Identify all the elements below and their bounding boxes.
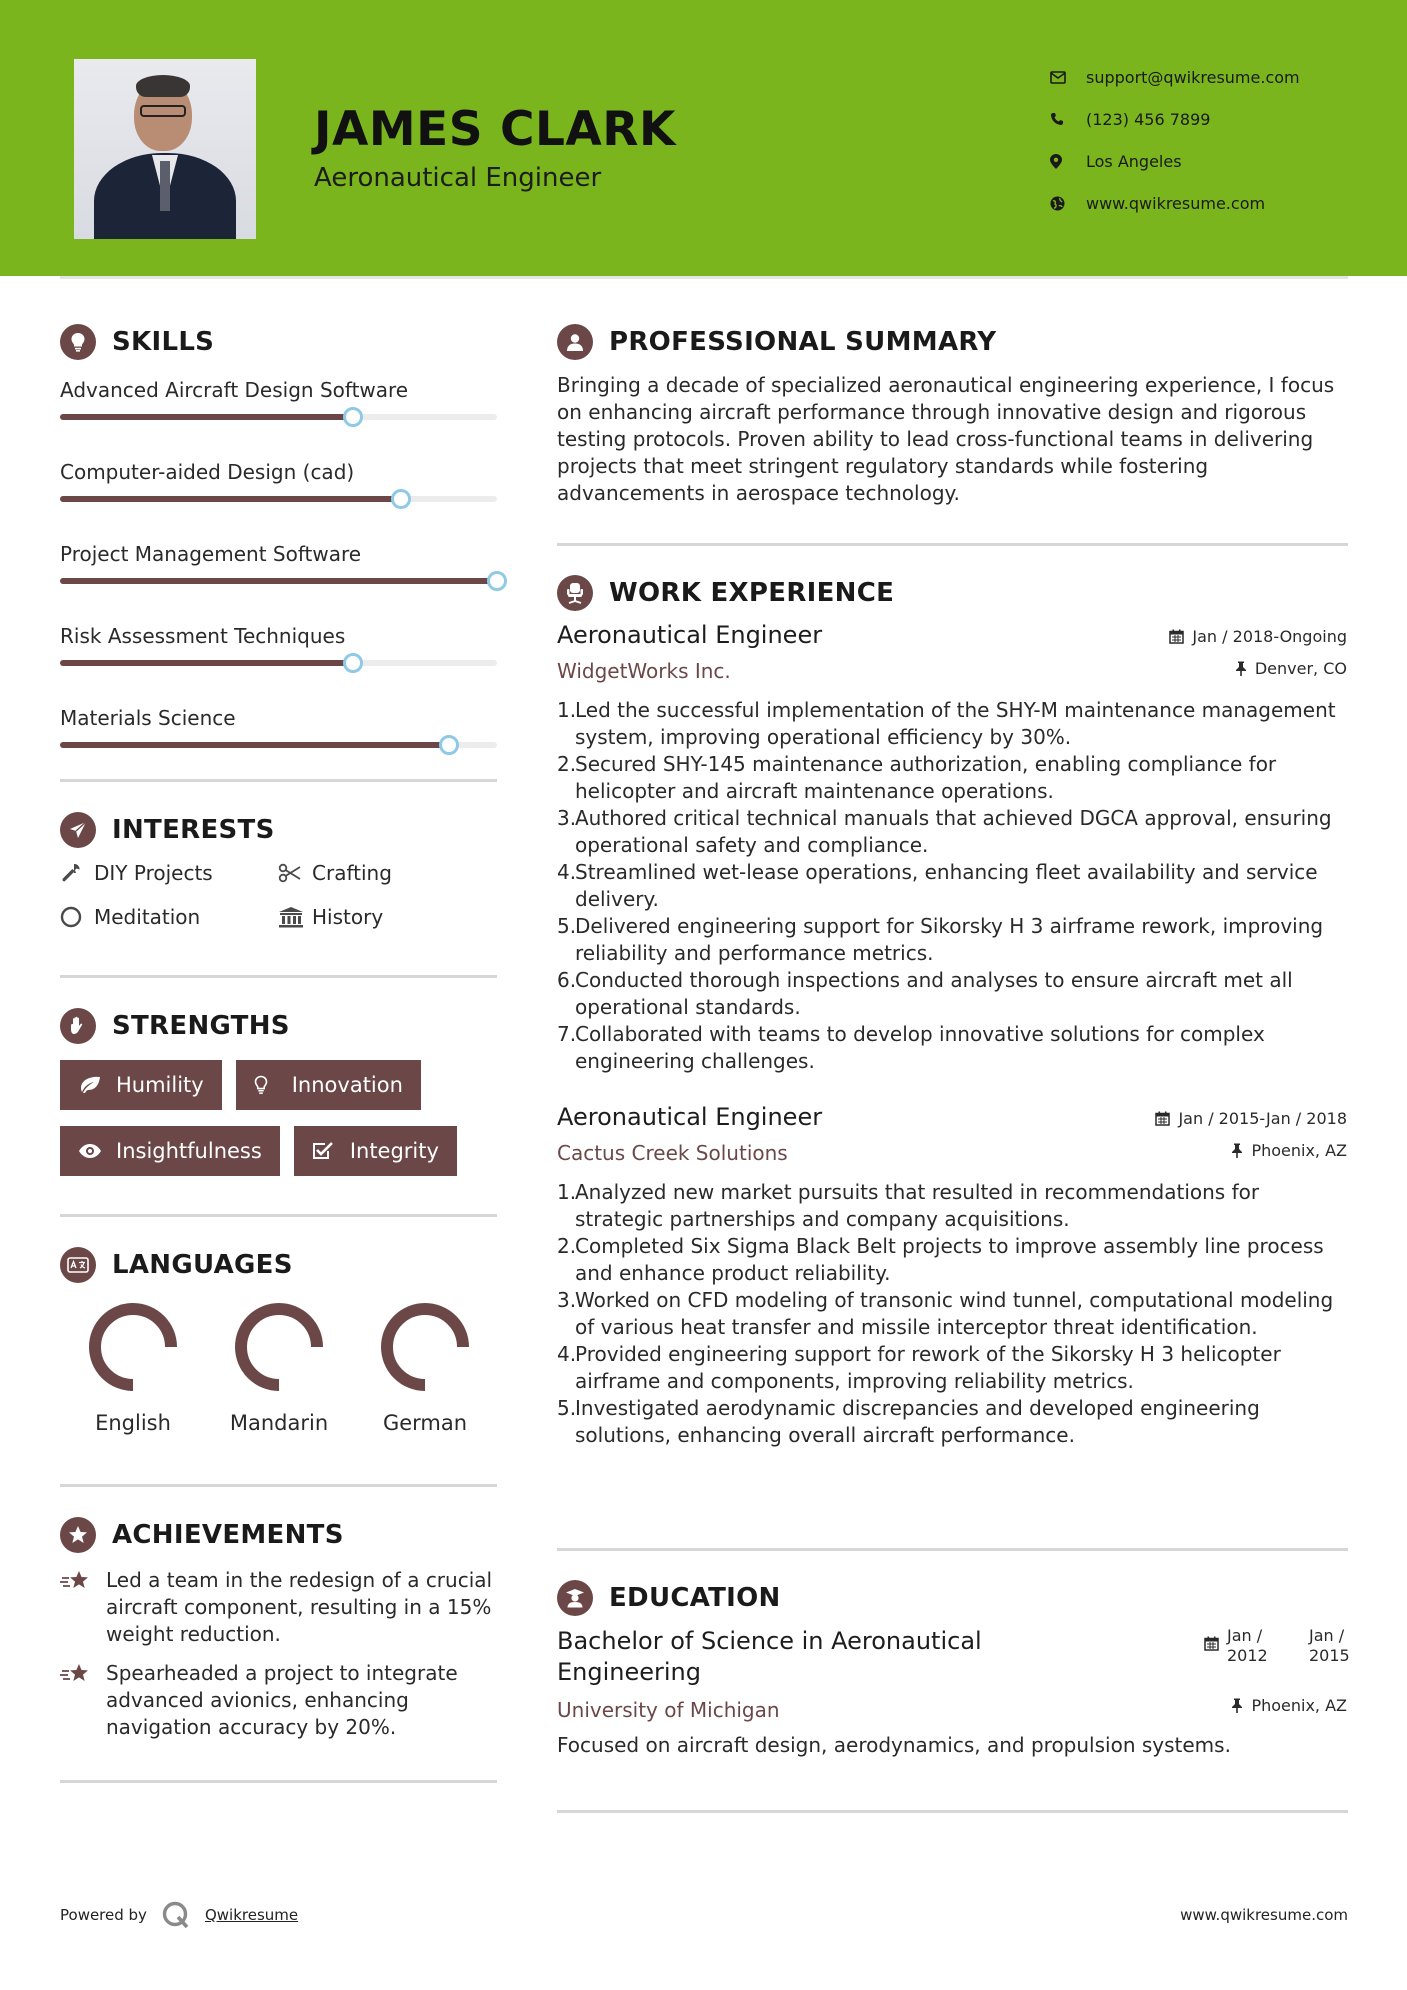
contact-email-text: support@qwikresume.com: [1086, 67, 1300, 87]
education-start: Jan / 2012: [1227, 1626, 1268, 1665]
school-name: University of Michigan: [557, 1698, 780, 1722]
language-ring: [87, 1301, 179, 1393]
strength-tag: [236, 1060, 421, 1110]
interest-label: Meditation: [94, 905, 201, 929]
wrench-icon: [60, 862, 94, 884]
language-label: German: [382, 1411, 468, 1435]
languages-title: LANGUAGES: [112, 1250, 293, 1280]
museum-icon: [278, 906, 312, 928]
summary-title: PROFESSIONAL SUMMARY: [609, 327, 997, 357]
skill-item: [60, 542, 497, 584]
skill-fill: [60, 578, 497, 584]
skills-divider: [60, 779, 497, 782]
summary-section: [557, 324, 1347, 507]
job-bullet: 1. Led the successful implementation of the SHY-M maintenance management system, improving operational efficiency by 30%.: [557, 698, 1336, 749]
job-title: Aeronautical Engineer: [557, 621, 823, 649]
user-icon: [557, 324, 593, 360]
envelope-icon: [1050, 67, 1086, 87]
lightbulb-icon: [60, 324, 96, 360]
globe-icon: [1050, 193, 1086, 213]
strengths-list: [60, 1060, 500, 1176]
contact-phone[interactable]: [1050, 98, 1340, 140]
interest-item: [278, 904, 478, 930]
skill-fill: [60, 496, 401, 502]
education-location-text: Phoenix, AZ: [1251, 1696, 1347, 1715]
job-location-text: Denver, CO: [1254, 659, 1347, 678]
skill-fill: [60, 660, 353, 666]
language-label: Mandarin: [229, 1411, 329, 1435]
job-bullet: 4. Provided engineering support for rework of the Sikorsky H 3 helicopter airframe and components, improving reliability metrics.: [557, 1342, 1281, 1393]
interests-list: [60, 860, 478, 930]
experience-title: WORK EXPERIENCE: [609, 578, 895, 608]
candidate-role: Aeronautical Engineer: [314, 163, 602, 193]
interest-label: Crafting: [312, 861, 392, 885]
job-dates: [1155, 1109, 1347, 1128]
job-bullet: 5. Delivered engineering support for Sikorsky H 3 airframe rework, improving reliability and performance metrics.: [557, 914, 1324, 965]
header-banner: [0, 0, 1407, 276]
strengths-section: [60, 1008, 500, 1176]
skill-item: [60, 706, 497, 748]
job-bullet: 2. Secured SHY-145 maintenance authorization, enabling compliance for helicopter and aircraft maintenance operations.: [557, 752, 1277, 803]
job-location: [1235, 659, 1347, 678]
job-bullets: [557, 697, 1347, 1075]
skill-knob: [343, 407, 363, 427]
pushpin-icon: [1235, 661, 1247, 676]
education-entry: [557, 1626, 1350, 1759]
skill-knob: [343, 653, 363, 673]
interests-section: [60, 812, 478, 930]
education-divider: [557, 1810, 1348, 1813]
paper-plane-icon: [60, 812, 96, 848]
skill-knob: [439, 735, 459, 755]
language-ring: [233, 1301, 325, 1393]
footer-url[interactable]: www.qwikresume.com: [1180, 1906, 1348, 1924]
skill-bar: [60, 496, 497, 502]
skill-knob: [391, 489, 411, 509]
strength-tag: [60, 1126, 280, 1176]
interest-label: History: [312, 905, 384, 929]
strength-tag: [294, 1126, 457, 1176]
skill-label: Computer-aided Design (cad): [60, 460, 355, 484]
skill-item: [60, 460, 497, 502]
candidate-name: JAMES CLARK: [314, 102, 676, 157]
education-end: Jan / 2015: [1309, 1626, 1350, 1665]
skill-item: [60, 624, 497, 666]
contact-location-text: Los Angeles: [1086, 151, 1182, 171]
interest-item: [60, 860, 278, 886]
achievements-title: ACHIEVEMENTS: [112, 1520, 344, 1550]
job-bullet: 3. Authored critical technical manuals that achieved DGCA approval, ensuring operational safety and compliance.: [557, 806, 1332, 857]
pushpin-icon: [1231, 1143, 1243, 1158]
powered-by-text: Powered by: [60, 1906, 147, 1924]
leaf-icon: [78, 1076, 108, 1094]
education-title: EDUCATION: [609, 1583, 781, 1613]
experience-divider: [557, 1548, 1348, 1551]
job-bullet: 6. Conducted thorough inspections and analyses to ensure aircraft met all operational standards.: [557, 968, 1293, 1019]
job-bullet: 1. Analyzed new market pursuits that resulted in recommendations for strategic partnerships and company acquisitions.: [557, 1180, 1260, 1231]
strength-label: Integrity: [349, 1139, 439, 1163]
languages-divider: [60, 1484, 497, 1487]
profile-photo: [74, 59, 256, 239]
interest-label: DIY Projects: [94, 861, 213, 885]
skill-knob: [487, 571, 507, 591]
skills-section: [60, 324, 497, 788]
education-description: Focused on aircraft design, aerodynamics, and propulsion systems.: [557, 1733, 1231, 1757]
company-name: Cactus Creek Solutions: [557, 1141, 788, 1165]
job-location: [1231, 1141, 1347, 1160]
skills-list: [60, 378, 497, 748]
job-bullets: [557, 1179, 1347, 1449]
skill-label: Materials Science: [60, 706, 236, 730]
shooting-star-icon: [60, 1567, 106, 1648]
hand-icon: [60, 1008, 96, 1044]
office-chair-icon: [557, 575, 593, 611]
interests-divider: [60, 975, 497, 978]
interest-item: [278, 860, 478, 886]
footer-powered-by: [60, 1900, 298, 1930]
education-location: [1231, 1696, 1347, 1715]
contact-email[interactable]: [1050, 56, 1340, 98]
strengths-divider: [60, 1214, 497, 1217]
interests-title: INTERESTS: [112, 815, 275, 845]
shooting-star-icon: [60, 1660, 106, 1741]
job-location-text: Phoenix, AZ: [1251, 1141, 1347, 1160]
location-pin-icon: [1050, 151, 1086, 171]
achievements-list: [60, 1567, 498, 1741]
skill-bar: [60, 660, 497, 666]
contact-phone-text: (123) 456 7899: [1086, 109, 1211, 129]
job-entry: [557, 1103, 1347, 1449]
skill-label: Risk Assessment Techniques: [60, 624, 346, 648]
job-bullet: 3. Worked on CFD modeling of transonic wind tunnel, computational modeling of various heat transfer and missile interceptor threat identification.: [557, 1288, 1334, 1339]
language-ring: [379, 1301, 471, 1393]
job-title: Aeronautical Engineer: [557, 1103, 823, 1131]
header-divider: [60, 276, 1348, 279]
job-entry: [557, 621, 1347, 1075]
company-name: WidgetWorks Inc.: [557, 659, 731, 683]
calendar-icon: [1204, 1636, 1219, 1651]
contact-website-text: www.qwikresume.com: [1086, 193, 1266, 213]
eye-icon: [78, 1143, 108, 1159]
calendar-icon: [1169, 629, 1184, 644]
interest-item: [60, 904, 278, 930]
education-dates: [1204, 1626, 1350, 1666]
qwikresume-link[interactable]: Qwikresume: [204, 1906, 299, 1924]
skill-bar: [60, 742, 497, 748]
pushpin-icon: [1231, 1698, 1243, 1713]
achievement-item: [60, 1660, 498, 1741]
contact-website[interactable]: [1050, 182, 1340, 224]
strength-label: Innovation: [291, 1073, 403, 1097]
achievement-item: [60, 1567, 498, 1648]
language-item: [352, 1301, 498, 1435]
skill-item: [60, 378, 497, 420]
achievements-section: [60, 1517, 498, 1741]
lightbulb-icon: [254, 1075, 284, 1095]
degree-title: Bachelor of Science in Aeronautical Engineering: [557, 1627, 982, 1686]
graduate-icon: [557, 1580, 593, 1616]
job-dates-text: Jan / 2015-Jan / 2018: [1178, 1109, 1347, 1128]
skill-bar: [60, 578, 497, 584]
experience-section: [557, 575, 1347, 1449]
job-bullet: 4. Streamlined wet-lease operations, enhancing fleet availability and service delivery.: [557, 860, 1318, 911]
job-bullet: 7. Collaborated with teams to develop innovative solutions for complex engineering challenges.: [557, 1022, 1265, 1073]
job-dates-text: Jan / 2018-Ongoing: [1192, 627, 1347, 646]
summary-text: Bringing a decade of specialized aeronautical engineering experience, I focus on enhancing aircraft performance through innovative design and rigorous testing protocols. Proven ability to lead cross-functional teams in delivering projects that meet stringent regulatory standards while fostering advancements in aerospace technology.: [557, 373, 1335, 505]
contact-location: [1050, 140, 1340, 182]
qwikresume-logo-icon: [161, 1900, 191, 1930]
achievements-divider: [60, 1780, 497, 1783]
language-label: English: [95, 1411, 171, 1435]
skill-bar: [60, 414, 497, 420]
check-square-icon: [312, 1141, 342, 1161]
language-item: [206, 1301, 352, 1435]
skill-label: Advanced Aircraft Design Software: [60, 378, 409, 402]
job-dates: [1169, 627, 1347, 646]
contact-list: [1050, 56, 1340, 224]
circle-icon: [60, 906, 94, 928]
strengths-title: STRENGTHS: [112, 1011, 290, 1041]
skills-title: SKILLS: [112, 327, 215, 357]
job-bullet: 2. Completed Six Sigma Black Belt projects to improve assembly line process and enhance product reliability.: [557, 1234, 1324, 1285]
language-icon: [60, 1247, 96, 1283]
calendar-icon: [1155, 1111, 1170, 1126]
skill-fill: [60, 414, 353, 420]
achievement-text: Spearheaded a project to integrate advanced avionics, enhancing navigation accuracy by 20%.: [106, 1661, 458, 1739]
summary-divider: [557, 543, 1348, 546]
star-badge-icon: [60, 1517, 96, 1553]
scissors-icon: [278, 863, 312, 883]
languages-list: [60, 1301, 498, 1435]
skill-fill: [60, 742, 449, 748]
achievement-text: Led a team in the redesign of a crucial aircraft component, resulting in a 15% weight reduction.: [106, 1568, 493, 1646]
languages-section: [60, 1247, 498, 1435]
education-section: [557, 1580, 1350, 1759]
language-item: [60, 1301, 206, 1435]
strength-label: Humility: [116, 1073, 204, 1097]
phone-icon: [1050, 109, 1086, 129]
skill-label: Project Management Software: [60, 542, 362, 566]
job-bullet: 5. Investigated aerodynamic discrepancies and developed engineering solutions, enhancing overall aircraft performance.: [557, 1396, 1260, 1447]
strength-tag: [60, 1060, 222, 1110]
strength-label: Insightfulness: [116, 1139, 262, 1163]
